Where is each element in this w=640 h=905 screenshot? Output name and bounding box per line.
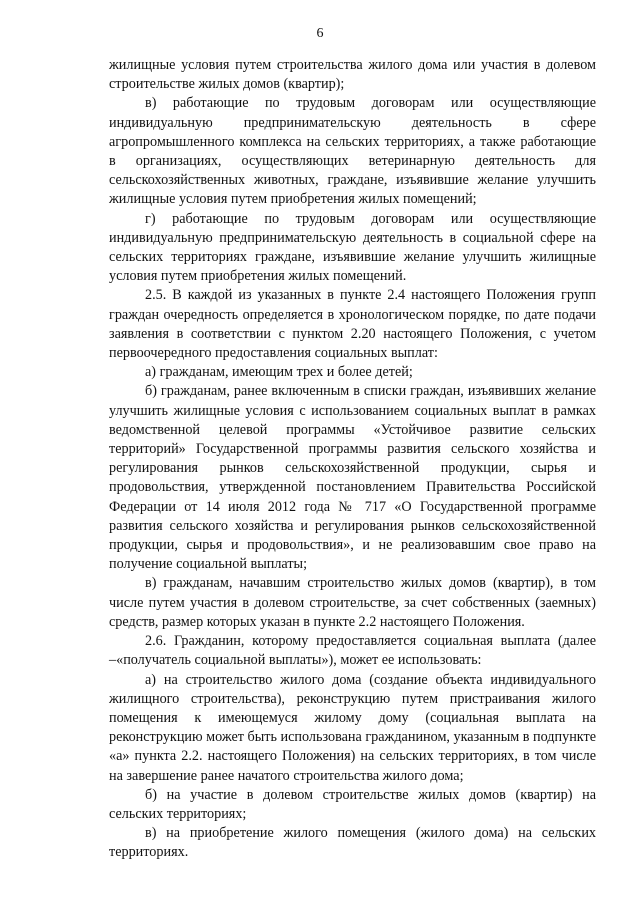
paragraph: в) на приобретение жилого помещения (жилого дома) на сельских территориях. — [109, 825, 596, 861]
paragraph: б) гражданам, ранее включенным в списки граждан, изъявивших желание улучшить жилищные условия с использованием социальных выплат в рамках ведомственной целевой программы «Устойчивое развитие сельских территорий» Государственной программы развития сельского хозяйства и регулирования рынков сельскохозяйственной продукции, сырья и продовольствия, утвержденной постановлением Правительства Российской Федерации от 14 июля 2012 года № 717 «О Государственной программе развития сельского хозяйства и регулирования рынков сельскохозяйственной продукции, сырья и продовольствия», и не реализовавшим свое право на получение социальной выплаты; — [109, 383, 596, 573]
document-body — [109, 56, 596, 863]
paragraph: 2.6. Гражданин, которому предоставляется социальная выплата (далее –«получатель социальной выплаты»), может ее использовать: — [109, 633, 596, 669]
paragraph: 2.5. В каждой из указанных в пункте 2.4 настоящего Положения групп граждан очередность определяется в хронологическом порядке, по дате подачи заявления в соответствии с пунктом 2.20 настоящего Положения, с учетом первоочередного предоставления социальных выплат: — [109, 287, 596, 362]
page-number: 6 — [316, 26, 324, 41]
paragraph: в) гражданам, начавшим строительство жилых домов (квартир), в том числе путем участия в долевом строительстве, за счет собственных (заемных) средств, размер которых указан в пункте 2.2 настоящего Положения. — [109, 575, 596, 630]
paragraph: б) на участие в долевом строительстве жилых домов (квартир) на сельских территориях; — [109, 786, 596, 822]
paragraph: г) работающие по трудовым договорам или осуществляющие индивидуальную предпринимательскую деятельность в социальной сфере на сельских территориях граждане, изъявившие желание улучшить жилищные условия путем приобретения жилых помещений. — [109, 210, 596, 285]
paragraph: а) на строительство жилого дома (создание объекта индивидуального жилищного строительства), реконструкцию путем пристраивания жилого помещения к имеющемуся жилому дому (социальная выплата на реконструкцию может быть использована гражданином, указанным в подпункте «а» пункта 2.2. настоящего Положения) на сельских территориях, в том числе на завершение ранее начатого строительства жилого дома; — [109, 671, 596, 784]
paragraph: а) гражданам, имеющим трех и более детей; — [145, 364, 413, 381]
paragraph: жилищные условия путем строительства жилого дома или участия в долевом строительстве жилых домов (квартир); — [109, 57, 596, 93]
paragraph: в) работающие по трудовым договорам или осуществляющие индивидуальную предпринимательскую деятельность в сфере агропромышленного комплекса на сельских территориях, а также работающие в организациях, осуществляющих ветеринарную деятельность для сельскохозяйственных животных, граждане, изъявившие желание улучшить жилищные условия путем приобретения жилых помещений; — [109, 95, 596, 208]
